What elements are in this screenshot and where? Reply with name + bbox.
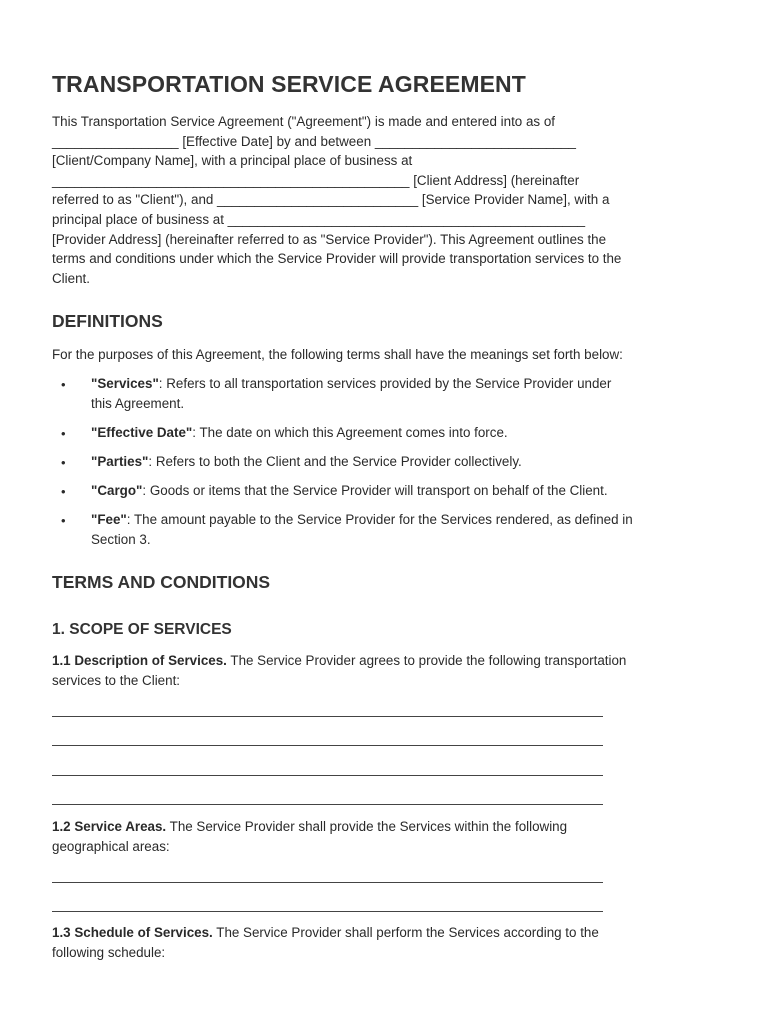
definition-text: : Refers to both the Client and the Service Provider collectively. (148, 453, 522, 469)
section-1-3-label: 1.3 Schedule of Services. (52, 925, 213, 940)
definition-text-cont: this Agreement. (91, 395, 185, 411)
bullet-icon: • (61, 454, 66, 470)
definition-term: "Fee" (91, 512, 127, 528)
definition-text: : Refers to all transportation services provided by the Service Provider under (158, 376, 612, 391)
intro-line: [Provider Address] (hereinafter referred to as "Service Provider"). This Agreement outlines the (52, 231, 607, 247)
definition-text-cont: Section 3. (91, 531, 151, 547)
section-1-2 (52, 817, 732, 856)
section-1-2-label: 1.2 Service Areas. (52, 819, 167, 834)
bullet-icon: • (61, 484, 66, 500)
definition-term: "Effective Date" (91, 424, 193, 440)
blank-line[interactable] (52, 804, 603, 805)
bullet-icon: • (61, 513, 66, 529)
intro-line: principal place of business at ________________________________________________ (52, 211, 586, 227)
section-1-1-text: The Service Provider agrees to provide the following transportation (226, 653, 627, 668)
intro-line: _________________ [Effective Date] by and between ___________________________ (52, 133, 576, 149)
section-1-2-text-cont: geographical areas: (52, 838, 170, 854)
blank-line[interactable] (52, 775, 603, 776)
list-item (52, 510, 732, 549)
intro-line: terms and conditions under which the Service Provider will provide transportation services to the (52, 251, 622, 267)
intro-line: [Client/Company Name], with a principal place of business at (52, 153, 413, 169)
list-item (52, 452, 732, 472)
intro-line: This Transportation Service Agreement ("Agreement") is made and entered into as of (52, 114, 555, 129)
blank-line[interactable] (52, 882, 603, 883)
document-title: TRANSPORTATION SERVICE AGREEMENT (52, 71, 526, 97)
definition-term: "Parties" (91, 453, 149, 469)
intro-line: Client. (52, 270, 90, 286)
bullet-icon: • (61, 425, 66, 441)
section-1-2-text: The Service Provider shall provide the Services within the following (166, 819, 568, 834)
terms-heading: TERMS AND CONDITIONS (52, 572, 271, 592)
section-1-1-label: 1.1 Description of Services. (52, 653, 227, 668)
section-1-1 (52, 651, 732, 690)
section-1-3-text-cont: following schedule: (52, 944, 166, 960)
blank-line[interactable] (52, 911, 603, 912)
section-1-1-text-cont: services to the Client: (52, 672, 181, 688)
section-1-3 (52, 923, 732, 962)
definition-text: : The amount payable to the Service Provider for the Services rendered, as defined in (126, 512, 633, 528)
definition-term: "Cargo" (91, 483, 143, 499)
definition-term: "Services" (91, 376, 159, 391)
blank-line[interactable] (52, 716, 603, 717)
definition-text: : Goods or items that the Service Provider will transport on behalf of the Client. (142, 483, 608, 499)
definitions-list (52, 374, 732, 550)
bullet-icon: • (61, 377, 66, 392)
section-1-3-text: The Service Provider shall perform the Services according to the (212, 925, 599, 940)
list-item (52, 374, 732, 413)
definitions-intro (52, 345, 732, 365)
intro-line: referred to as "Client"), and ___________________________ [Service Provider Name], with a (52, 192, 610, 208)
definition-text: : The date on which this Agreement comes into force. (192, 424, 508, 440)
list-item (52, 423, 732, 443)
blank-line[interactable] (52, 745, 603, 746)
intro-paragraph (52, 112, 722, 288)
section-1-heading: 1. SCOPE OF SERVICES (52, 621, 232, 638)
intro-line: ________________________________________________ [Client Address] (hereinafter (52, 172, 580, 188)
definitions-heading: DEFINITIONS (52, 311, 163, 331)
list-item (52, 481, 732, 501)
definitions-intro-text: For the purposes of this Agreement, the following terms shall have the meanings set forth below: (52, 347, 623, 362)
